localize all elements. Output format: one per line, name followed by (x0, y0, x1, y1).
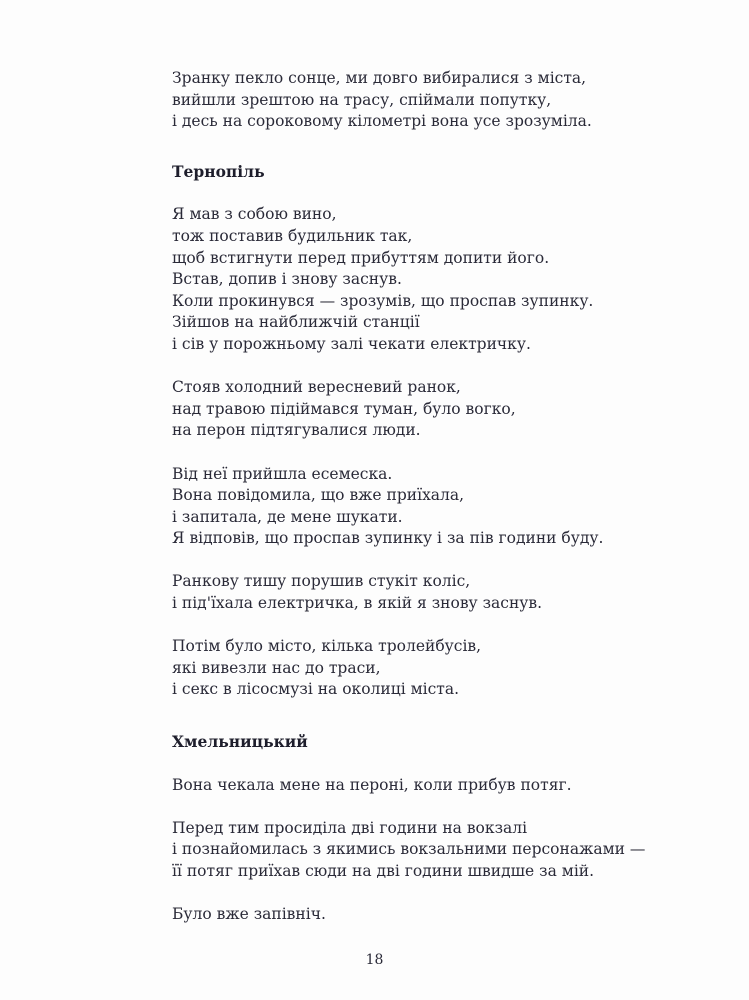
poem-line: Ранкову тишу порушив стукіт коліс, (172, 572, 471, 591)
poem-line: які вивезли нас до траси, (172, 658, 381, 677)
poem-line: Від неї прийшла есемеска. (172, 464, 393, 483)
stanza (172, 775, 712, 797)
poem-line: і запитала, де мене шукати. (172, 507, 403, 526)
stanza (172, 464, 712, 550)
poem-line: Коли прокинувся — зрозумів, що проспав зупинку. (172, 291, 594, 310)
poem-line: Я мав з собою вино, (172, 205, 337, 224)
poem-line: на перон підтягувалися люди. (172, 421, 421, 440)
poem-line: Стояв холодний вересневий ранок, (172, 378, 461, 397)
poem-text (172, 68, 712, 947)
poem-line: щоб встигнути перед прибуттям допити його. (172, 248, 550, 267)
poem-line: над травою підіймався туман, було вогко, (172, 399, 516, 418)
poem-line: і секс в лісосмузі на околиці міста. (172, 680, 460, 699)
poem-line: і сів у порожньому залі чекати електричку. (172, 334, 531, 353)
poem-line: Вона чекала мене на пероні, коли прибув потяг. (172, 775, 572, 794)
poem-line: Потім було місто, кілька тролейбусів, (172, 637, 482, 656)
page-number: 18 (365, 952, 384, 968)
stanza (172, 904, 712, 926)
poem-line: і познайомилась з якимись вокзальними персонажами — (172, 840, 646, 859)
poem-line: її потяг приїхав сюди на дві години швидше за мій. (172, 862, 595, 880)
poem-line: вийшли зрештою на трасу, спіймали попутку, (172, 90, 552, 109)
stanza (172, 377, 712, 442)
stanza (172, 636, 712, 701)
poem-line: Я відповів, що проспав зупинку і за пів години буду. (172, 529, 604, 548)
poem-line: і десь на сороковому кілометрі вона усе зрозуміла. (172, 112, 592, 131)
intro-stanza (172, 68, 712, 133)
poem-line: і під'їхала електричка, в якій я знову заснув. (172, 594, 543, 613)
poem-line: Зійшов на найближчій станції (172, 313, 420, 332)
stanza (172, 571, 712, 614)
stanza (172, 204, 712, 355)
stanza (172, 818, 712, 883)
poem-line: Перед тим просиділа дві години на вокзалі (172, 818, 528, 837)
poem-line: Встав, допив і знову заснув. (172, 270, 402, 289)
poem-line: Зранку пекло сонце, ми довго вибиралися з міста, (172, 69, 587, 87)
section-heading-ternopil: Тернопіль (172, 161, 265, 181)
poem-line: Було вже запівніч. (172, 905, 326, 924)
section-heading-khmelnytskyi: Хмельницький (172, 732, 308, 752)
poem-line: тож поставив будильник так, (172, 226, 413, 245)
poem-line: Вона повідомила, що вже приїхала, (172, 486, 465, 505)
